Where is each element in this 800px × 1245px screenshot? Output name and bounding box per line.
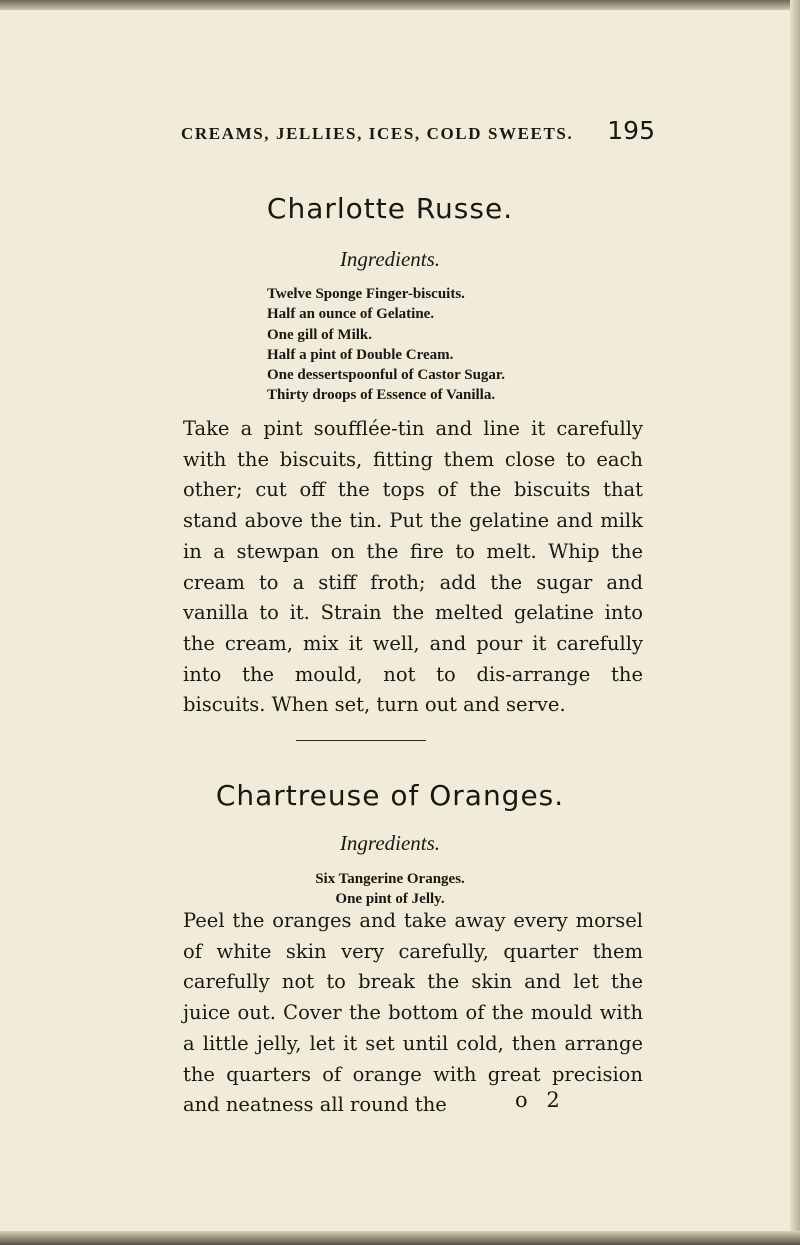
running-head-title: CREAMS, JELLIES, ICES, COLD SWEETS. (181, 124, 574, 143)
page-right-edge (790, 0, 800, 1245)
ingredients-heading: Ingredients. (339, 831, 441, 855)
page-bottom-edge (0, 1231, 800, 1245)
recipe-title-charlotte-russe: Charlotte Russe. (266, 192, 514, 225)
ingredient-list (267, 284, 505, 406)
recipe-title-chartreuse-of-oranges: Chartreuse of Oranges. (215, 779, 565, 812)
ingredient-item: One gill of Milk. (267, 326, 372, 343)
ingredient-item: One dessertspoonful of Castor Sugar. (267, 367, 505, 384)
page-top-edge (0, 0, 800, 10)
recipe-method: Peel the oranges and take away every morsel of white skin very carefully, quarter them carefully not to break the skin and let the juice out. Cover the bottom of the mould with a little jelly, let it set until cold, then arrange the quarters of orange with great precision and neatness all round the (183, 909, 643, 1117)
ingredient-item: Six Tangerine Oranges. (315, 871, 465, 887)
ingredient-item: Half an ounce of Gelatine. (267, 306, 435, 323)
recipe-method: Take a pint soufflée-tin and line it carefully with the biscuits, fitting them close to each other; cut off the tops of the biscuits that stand above the tin. Put the gelatine and milk in a stewpan on the fire to melt. Whip the cream to a stiff froth; add the sugar and vanilla to it. Strain the melted gelatine into the cream, mix it well, and pour it carefully into the mould, not to dis-arrange the biscuits. When set, turn out and serve. (183, 417, 643, 717)
ingredients-heading: Ingredients. (339, 247, 441, 271)
page-number: 195 (607, 116, 655, 145)
ingredient-item: Thirty droops of Essence of Vanilla. (267, 387, 496, 404)
ingredient-item: Twelve Sponge Finger-biscuits. (267, 286, 465, 302)
running-head (181, 116, 655, 148)
ingredient-list (125, 869, 655, 910)
section-divider (296, 740, 426, 741)
signature-mark: o 2 (515, 1088, 566, 1112)
ingredient-item: One pint of Jelly. (335, 891, 445, 908)
ingredient-item: Half a pint of Double Cream. (267, 346, 454, 363)
